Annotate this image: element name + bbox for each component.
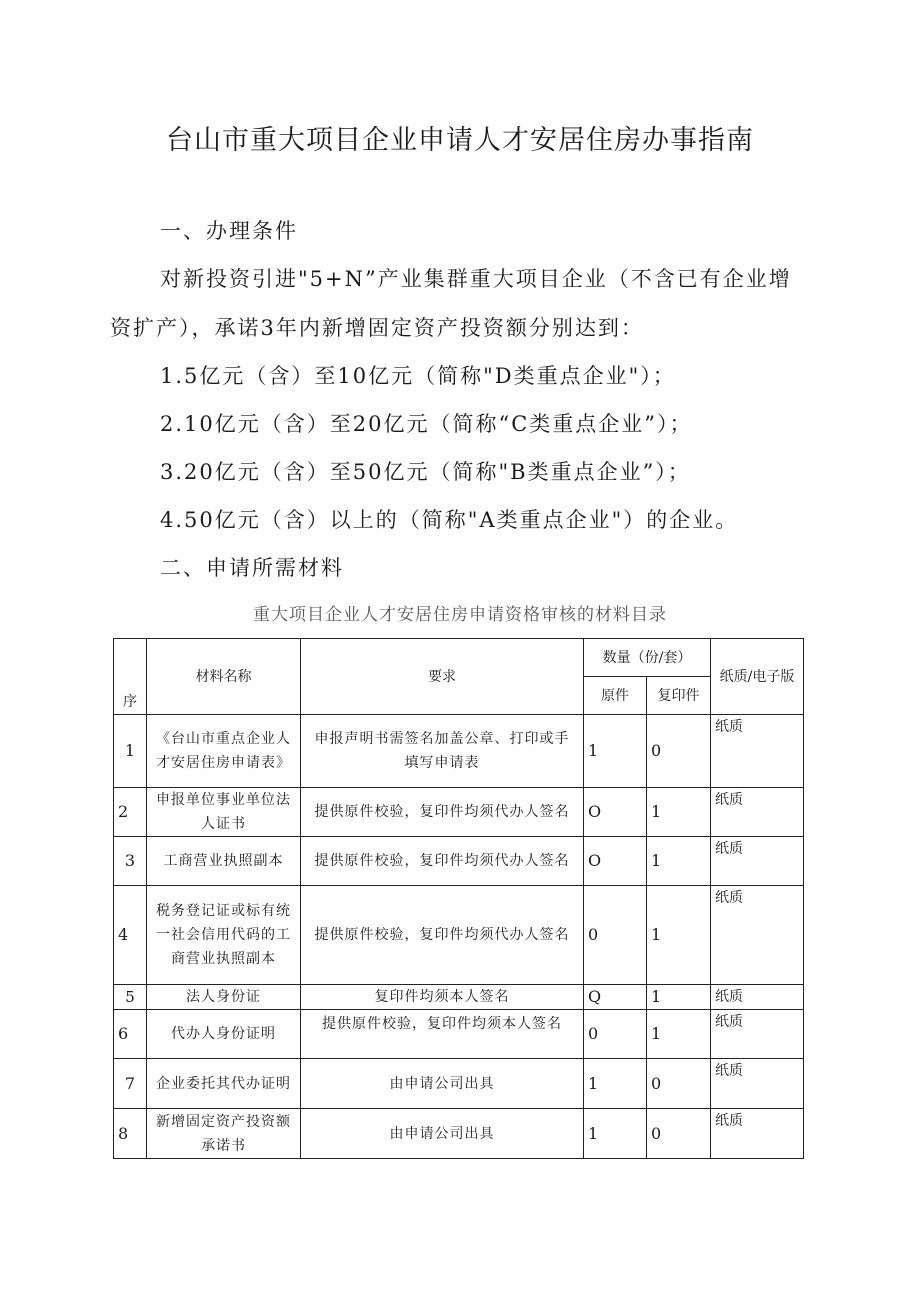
row-seq: 1 <box>114 715 147 788</box>
header-original: 原件 <box>584 677 647 715</box>
table-caption: 重大项目企业人才安居住房申请资格审核的材料目录 <box>253 605 667 625</box>
row-seq: 2 <box>114 788 147 837</box>
row-name: 代办人身份证明 <box>147 1010 301 1059</box>
table-row <box>114 837 804 886</box>
row-name: 企业委托其代办证明 <box>147 1059 301 1109</box>
row-seq: 6 <box>114 1010 147 1059</box>
row-original: O <box>584 837 647 886</box>
row-copy: 1 <box>647 1010 711 1059</box>
intro-line-2: 资扩产），承诺3年内新增固定资产投资额分别达到： <box>110 316 644 340</box>
row-original: 1 <box>584 715 647 788</box>
row-name: 法人身份证 <box>147 985 301 1010</box>
row-original: 0 <box>584 1010 647 1059</box>
row-requirement: 申报声明书需签名加盖公章、打印或手填写申请表 <box>301 715 584 788</box>
table-row <box>114 715 804 788</box>
row-type: 纸质 <box>711 837 804 886</box>
row-type: 纸质 <box>711 1010 804 1059</box>
intro-line-1: 对新投资引进"5+N”产业集群重大项目企业（不含已有企业增 <box>160 267 792 291</box>
row-type: 纸质 <box>711 985 804 1010</box>
row-requirement: 由申请公司出具 <box>301 1109 584 1159</box>
header-seq: 序 <box>114 639 147 715</box>
condition-item-3: 3.20亿元（含）至50亿元（简称"B类重点企业”）； <box>160 460 691 484</box>
row-requirement: 提供原件校验，复印件均须本人签名 <box>301 1010 584 1059</box>
row-name: 工商营业执照副本 <box>147 837 301 886</box>
row-requirement: 提供原件校验，复印件均须代办人签名 <box>301 886 584 985</box>
row-name: 申报单位事业单位法人证书 <box>147 788 301 837</box>
table-row <box>114 788 804 837</box>
header-type: 纸质/电子版 <box>711 639 804 715</box>
row-type: 纸质 <box>711 788 804 837</box>
header-copy: 复印件 <box>647 677 711 715</box>
row-copy: 0 <box>647 715 711 788</box>
row-requirement: 提供原件校验，复印件均须代办人签名 <box>301 837 584 886</box>
row-seq: 7 <box>114 1059 147 1109</box>
header-requirement: 要求 <box>301 639 584 715</box>
table-row <box>114 1010 804 1059</box>
row-name: 《台山市重点企业人才安居住房申请表》 <box>147 715 301 788</box>
row-copy: 0 <box>647 1109 711 1159</box>
table-row <box>114 886 804 985</box>
section-heading-materials: 二、申请所需材料 <box>160 556 344 580</box>
row-copy: 0 <box>647 1059 711 1109</box>
condition-item-2: 2.10亿元（含）至20亿元（简称“C类重点企业”）； <box>160 412 693 436</box>
table-row <box>114 985 804 1010</box>
row-copy: 1 <box>647 886 711 985</box>
header-name: 材料名称 <box>147 639 301 715</box>
table-row <box>114 1059 804 1109</box>
row-name: 新增固定资产投资额承诺书 <box>147 1109 301 1159</box>
row-seq: 8 <box>114 1109 147 1159</box>
row-original: O <box>584 788 647 837</box>
row-original: 1 <box>584 1109 647 1159</box>
row-type: 纸质 <box>711 1109 804 1159</box>
row-copy: 1 <box>647 837 711 886</box>
row-original: Q <box>584 985 647 1010</box>
row-type: 纸质 <box>711 886 804 985</box>
row-seq: 5 <box>114 985 147 1010</box>
table-row <box>114 1109 804 1159</box>
row-requirement: 提供原件校验，复印件均须代办人签名 <box>301 788 584 837</box>
page-title: 台山市重大项目企业申请人才安居住房办事指南 <box>166 125 754 156</box>
condition-item-4: 4.50亿元（含）以上的（简称"A类重点企业"）的企业。 <box>160 508 739 532</box>
row-seq: 3 <box>114 837 147 886</box>
row-copy: 1 <box>647 985 711 1010</box>
row-name: 税务登记证或标有统一社会信用代码的工商营业执照副本 <box>147 886 301 985</box>
row-type: 纸质 <box>711 715 804 788</box>
condition-item-1: 1.5亿元（含）至10亿元（简称"D类重点企业"）； <box>160 364 676 388</box>
row-type: 纸质 <box>711 1059 804 1109</box>
row-seq: 4 <box>114 886 147 985</box>
materials-table <box>113 638 804 1159</box>
header-quantity: 数量（份/套） <box>584 639 711 677</box>
row-copy: 1 <box>647 788 711 837</box>
row-original: 1 <box>584 1059 647 1109</box>
row-requirement: 复印件均须本人签名 <box>301 985 584 1010</box>
section-heading-conditions: 一、办理条件 <box>160 219 298 243</box>
row-requirement: 由申请公司出具 <box>301 1059 584 1109</box>
row-original: 0 <box>584 886 647 985</box>
